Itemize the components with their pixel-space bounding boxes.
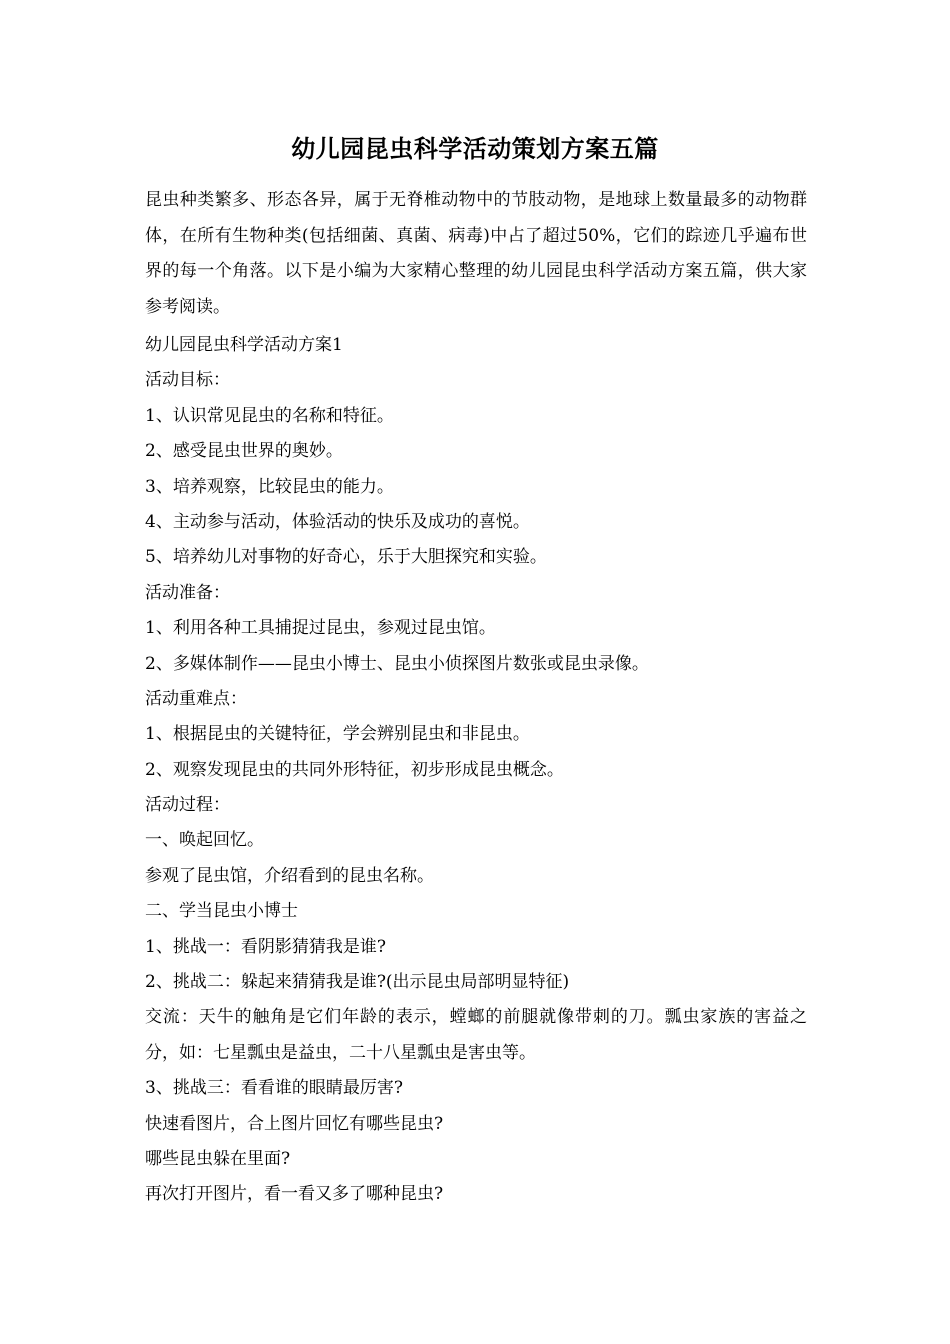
subheading-preparation: 活动准备： [145,582,230,603]
list-item: 3、培养观察，比较昆虫的能力。 [145,476,394,497]
section-heading: 幼儿园昆虫科学活动方案1 [145,335,343,355]
list-item: 1、利用各种工具捕捉过昆虫，参观过昆虫馆。 [145,618,496,639]
list-item: 5、培养幼儿对事物的好奇心，乐于大胆探究和实验。 [145,547,547,568]
subheading-goals: 活动目标： [145,370,230,391]
subheading-process: 活动过程： [145,795,230,816]
list-item: 1、认识常见昆虫的名称和特征。 [145,405,394,426]
list-item: 一、唤起回忆。 [145,830,264,851]
list-item: 2、感受昆虫世界的奥妙。 [145,441,343,462]
document-body [145,328,807,1213]
list-item: 3、挑战三：看看谁的眼睛最厉害? [145,1078,403,1099]
list-item: 1、挑战一：看阴影猜猜我是谁? [145,936,386,957]
list-item: 再次打开图片，看一看又多了哪种昆虫? [145,1184,444,1205]
list-item: 1、根据昆虫的关键特征，学会辨别昆虫和非昆虫。 [145,724,530,745]
list-item: 快速看图片，合上图片回忆有哪些昆虫? [145,1113,444,1134]
document-title: 幼儿园昆虫科学活动策划方案五篇 [291,134,659,163]
intro-paragraph: 昆虫种类繁多、形态各异，属于无脊椎动物中的节肢动物，是地球上数量最多的动物群体，在所有生物种类(包括细菌、真菌、病毒)中占了超过50%，它们的踪迹几乎遍布世界的每一个角落。以下是小编为大家精心整理的幼儿园昆虫科学活动方案五篇，供大家参考阅读。 [145,190,807,317]
list-item: 2、挑战二：躲起来猜猜我是谁?(出示昆虫局部明显特征) [145,972,570,993]
list-item: 2、多媒体制作——昆虫小博士、昆虫小侦探图片数张或昆虫录像。 [145,653,649,674]
list-item: 参观了昆虫馆，介绍看到的昆虫名称。 [145,865,434,886]
subheading-key-points: 活动重难点： [145,688,247,709]
list-item: 二、学当昆虫小博士 [145,901,298,922]
list-item: 哪些昆虫躲在里面? [145,1149,291,1170]
exchange-paragraph: 交流：天牛的触角是它们年龄的表示，螳螂的前腿就像带刺的刀。瓢虫家族的害益之分，如：七星瓢虫是益虫，二十八星瓢虫是害虫等。 [145,1007,807,1063]
list-item: 4、主动参与活动，体验活动的快乐及成功的喜悦。 [145,511,530,532]
list-item: 2、观察发现昆虫的共同外形特征，初步形成昆虫概念。 [145,759,564,780]
